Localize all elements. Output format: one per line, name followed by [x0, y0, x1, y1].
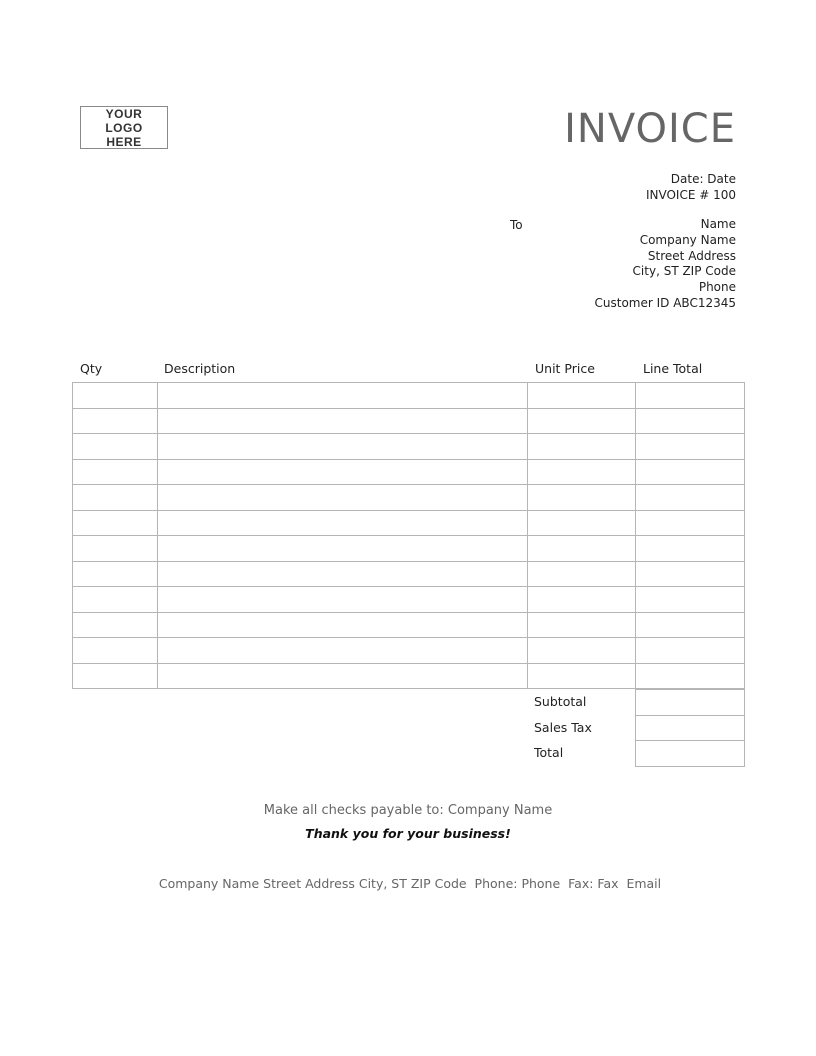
- column-header-line-total: Line Total: [643, 361, 703, 376]
- bill-to-street: Street Address: [647, 248, 736, 263]
- unit-price-cell[interactable]: [528, 663, 636, 689]
- logo-placeholder: [80, 106, 168, 149]
- total-label: Total: [534, 745, 564, 760]
- qty-cell[interactable]: [73, 561, 158, 587]
- column-header-qty: Qty: [80, 361, 103, 376]
- unit-price-cell[interactable]: [528, 510, 636, 536]
- bill-to-customer-id: Customer ID ABC12345: [594, 295, 736, 310]
- qty-cell[interactable]: [73, 434, 158, 460]
- qty-cell[interactable]: [73, 383, 158, 409]
- logo-line-2: HERE: [106, 134, 142, 149]
- sales-tax-value-cell[interactable]: [636, 715, 745, 741]
- line-total-cell[interactable]: [636, 663, 745, 689]
- line-total-cell[interactable]: [636, 536, 745, 562]
- description-cell[interactable]: [158, 485, 528, 511]
- unit-price-cell[interactable]: [528, 561, 636, 587]
- unit-price-cell[interactable]: [528, 536, 636, 562]
- line-total-cell[interactable]: [636, 434, 745, 460]
- bill-to-label: To: [510, 218, 523, 232]
- table-row: [73, 638, 745, 664]
- sales-tax-row: [636, 715, 745, 741]
- table-row: [73, 434, 745, 460]
- bill-to-company: Company Name: [639, 232, 736, 247]
- unit-price-cell[interactable]: [528, 638, 636, 664]
- qty-cell[interactable]: [73, 587, 158, 613]
- table-row: [73, 459, 745, 485]
- description-cell[interactable]: [158, 663, 528, 689]
- unit-price-cell[interactable]: [528, 383, 636, 409]
- line-total-cell[interactable]: [636, 561, 745, 587]
- qty-cell[interactable]: [73, 485, 158, 511]
- unit-price-cell[interactable]: [528, 459, 636, 485]
- description-cell[interactable]: [158, 383, 528, 409]
- column-header-unit-price: Unit Price: [535, 361, 595, 376]
- company-contact-footer: Company Name Street Address City, ST ZIP Code Phone: Phone Fax: Fax Email: [158, 876, 662, 891]
- sales-tax-label: Sales Tax: [534, 720, 592, 735]
- table-row: [73, 587, 745, 613]
- qty-cell[interactable]: [73, 536, 158, 562]
- line-total-cell[interactable]: [636, 612, 745, 638]
- logo-line-1: YOUR LOGO: [105, 106, 143, 135]
- bill-to-phone: Phone: [698, 280, 736, 295]
- line-total-cell[interactable]: [636, 408, 745, 434]
- line-items-body: [73, 383, 745, 689]
- table-row: [73, 383, 745, 409]
- table-row: [73, 408, 745, 434]
- unit-price-cell[interactable]: [528, 434, 636, 460]
- unit-price-cell[interactable]: [528, 612, 636, 638]
- description-cell[interactable]: [158, 434, 528, 460]
- line-total-cell[interactable]: [636, 485, 745, 511]
- description-cell[interactable]: [158, 561, 528, 587]
- thank-you-note: Thank you for your business!: [305, 826, 511, 841]
- total-row: [636, 741, 745, 767]
- qty-cell[interactable]: [73, 612, 158, 638]
- subtotal-row: [636, 690, 745, 716]
- qty-cell[interactable]: [73, 638, 158, 664]
- totals-table: [635, 689, 745, 767]
- description-cell[interactable]: [158, 536, 528, 562]
- table-row: [73, 561, 745, 587]
- table-row: [73, 663, 745, 689]
- table-row: [73, 510, 745, 536]
- subtotal-value-cell[interactable]: [636, 690, 745, 716]
- invoice-number: INVOICE # 100: [645, 188, 736, 202]
- qty-cell[interactable]: [73, 408, 158, 434]
- description-cell[interactable]: [158, 510, 528, 536]
- qty-cell[interactable]: [73, 663, 158, 689]
- description-cell[interactable]: [158, 612, 528, 638]
- description-cell[interactable]: [158, 587, 528, 613]
- bill-to-address: [595, 217, 736, 312]
- unit-price-cell[interactable]: [528, 408, 636, 434]
- line-items-table: [72, 382, 745, 689]
- invoice-title: INVOICE: [564, 106, 736, 152]
- line-total-cell[interactable]: [636, 459, 745, 485]
- column-header-description: Description: [164, 361, 236, 376]
- table-row: [73, 485, 745, 511]
- subtotal-label: Subtotal: [534, 694, 587, 709]
- qty-cell[interactable]: [73, 510, 158, 536]
- qty-cell[interactable]: [73, 459, 158, 485]
- table-row: [73, 612, 745, 638]
- invoice-date: Date: Date: [670, 172, 736, 186]
- description-cell[interactable]: [158, 459, 528, 485]
- bill-to-city: City, ST ZIP Code: [632, 264, 736, 279]
- unit-price-cell[interactable]: [528, 485, 636, 511]
- payable-to-note: Make all checks payable to: Company Name: [263, 803, 553, 818]
- description-cell[interactable]: [158, 638, 528, 664]
- line-total-cell[interactable]: [636, 587, 745, 613]
- line-total-cell[interactable]: [636, 510, 745, 536]
- line-total-cell[interactable]: [636, 383, 745, 409]
- line-total-cell[interactable]: [636, 638, 745, 664]
- table-row: [73, 536, 745, 562]
- description-cell[interactable]: [158, 408, 528, 434]
- total-value-cell[interactable]: [636, 741, 745, 767]
- bill-to-name: Name: [700, 217, 736, 231]
- unit-price-cell[interactable]: [528, 587, 636, 613]
